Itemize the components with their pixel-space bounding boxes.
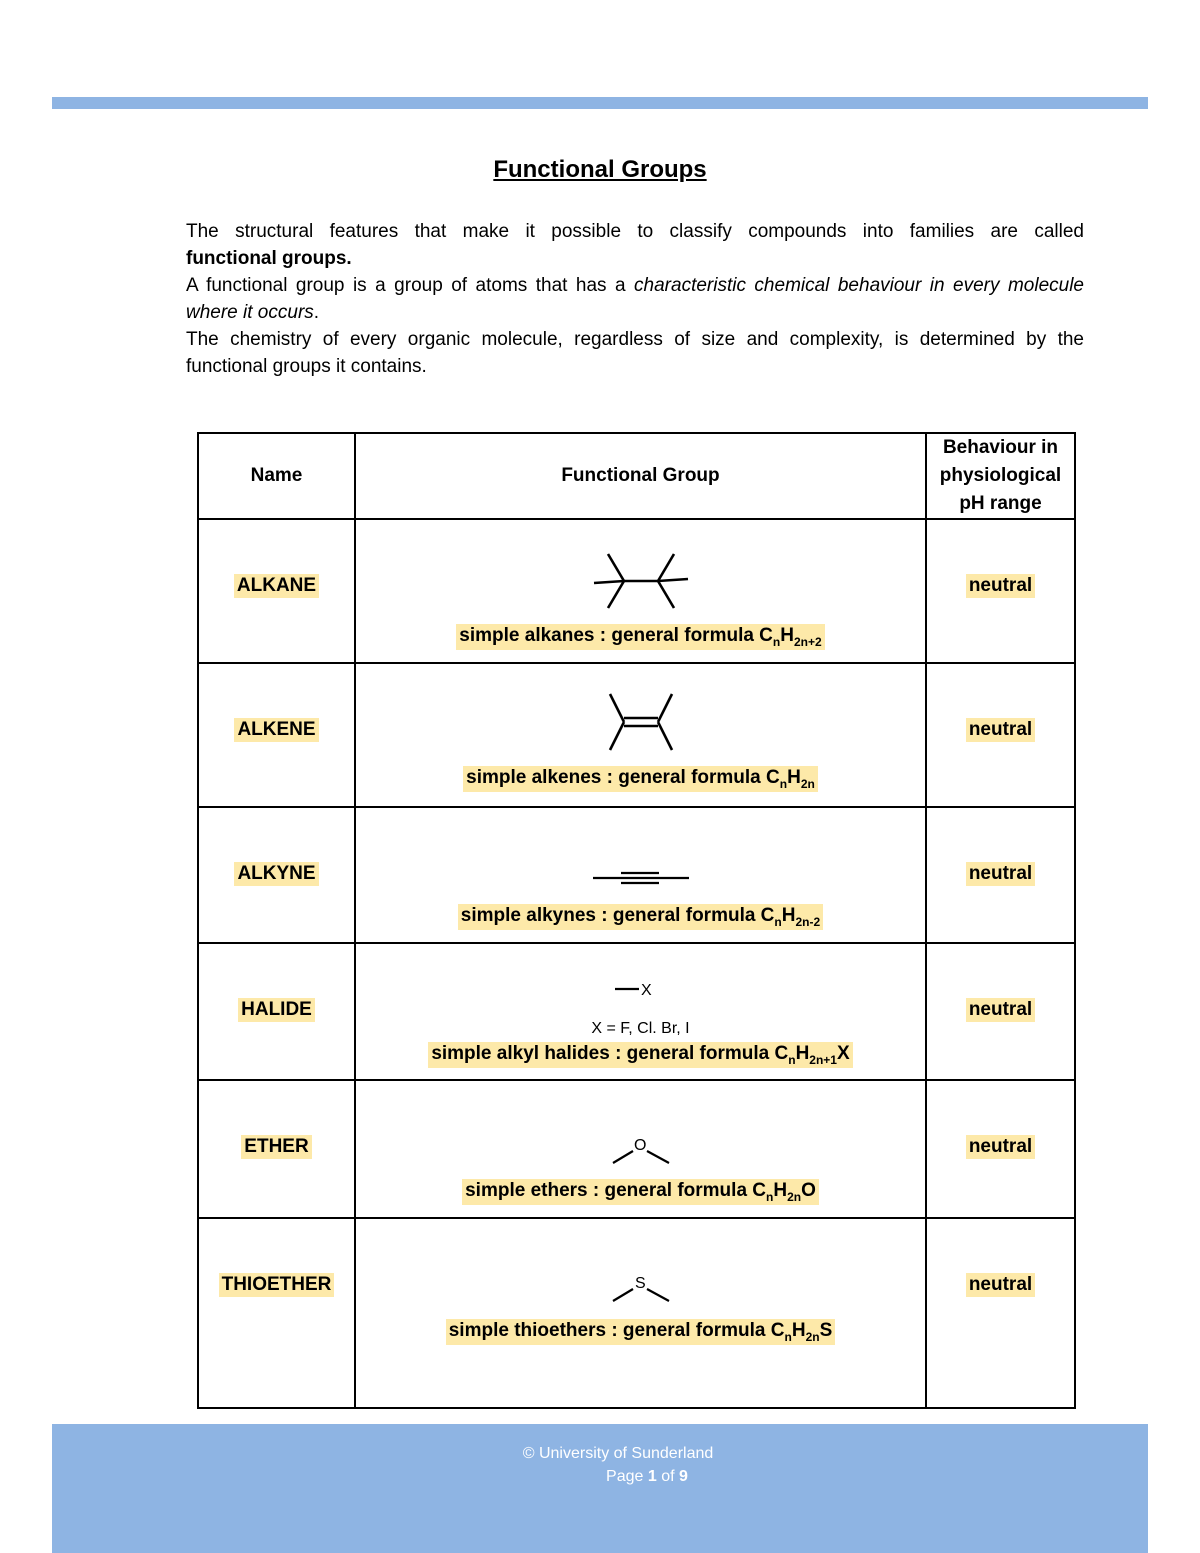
name-cell (198, 1080, 355, 1218)
header-name: Name (198, 433, 355, 519)
group-name: ALKENE (234, 718, 318, 742)
intro-p2-c: . (313, 302, 320, 323)
name-cell (198, 943, 355, 1080)
behaviour-value: neutral (966, 998, 1035, 1022)
name-cell (198, 519, 355, 663)
group-name: HALIDE (238, 998, 315, 1022)
oxygen-label: O (633, 1137, 646, 1154)
table-row (198, 943, 1075, 1080)
name-cell (198, 663, 355, 807)
intro-p2 (186, 272, 1084, 326)
behaviour-cell (926, 1080, 1075, 1218)
halide-structure (611, 978, 671, 1002)
sulfur-label: S (634, 1275, 646, 1292)
behaviour-cell (926, 519, 1075, 663)
intro-p2-italic: characteristic chemical behaviour in every molecule where it occurs (186, 275, 1085, 323)
behaviour-value: neutral (966, 574, 1035, 598)
structure-cell (355, 807, 926, 943)
group-name: ALKANE (234, 574, 319, 598)
general-formula: simple alkenes : general formula $C_nH_{2n}$ (463, 766, 818, 792)
page-total: 9 (679, 1468, 688, 1485)
alkene-structure (596, 690, 686, 754)
structure-cell (355, 1080, 926, 1218)
behaviour-cell (926, 1218, 1075, 1408)
intro-text (186, 218, 1084, 380)
table-row (198, 519, 1075, 663)
table-row (198, 807, 1075, 943)
behaviour-value: neutral (966, 862, 1035, 886)
behaviour-value: neutral (966, 718, 1035, 742)
behaviour-cell (926, 663, 1075, 807)
structure-cell (355, 663, 926, 807)
general-formula: simple alkanes : general formula $C_nH_{2n+2}$ (456, 624, 824, 650)
of-word: of (661, 1468, 675, 1485)
name-cell (198, 807, 355, 943)
group-name: ALKYNE (234, 862, 318, 886)
halogen-note: X = F, Cl. Br, I (591, 1020, 690, 1037)
page-word: Page (606, 1468, 644, 1485)
behaviour-value: neutral (966, 1273, 1035, 1297)
header-functional-group: Functional Group (355, 433, 926, 519)
intro-p1a: The structural features that make it possible to classify compounds into families are called (186, 221, 1084, 242)
header-bar (52, 97, 1148, 109)
footer-copyright: © University of Sunderland (522, 1445, 714, 1462)
behaviour-cell (926, 943, 1075, 1080)
table-row (198, 1218, 1075, 1408)
alkane-structure (586, 546, 696, 616)
intro-p1b (186, 245, 1084, 272)
general-formula: simple ethers : general formula $C_nH_{2n}O$ (462, 1179, 819, 1205)
general-formula: simple thioethers : general formula $C_nH_{2n}S$ (446, 1319, 836, 1345)
functional-groups-table (197, 432, 1076, 1409)
table-row (198, 663, 1075, 807)
ether-structure (609, 1135, 673, 1167)
thioether-structure (609, 1273, 673, 1305)
table-row (198, 1080, 1075, 1218)
general-formula: simple alkyl halides : general formula $C_nH_{2n+1}X$ (428, 1042, 852, 1068)
intro-p1b-bold: functional groups. (186, 248, 352, 269)
group-name: THIOETHER (219, 1273, 335, 1297)
behaviour-cell (926, 807, 1075, 943)
intro-p2-a: A functional group is a group of atoms that has a (186, 275, 635, 296)
general-formula: simple alkynes : general formula $C_nH_{2n-2}$ (458, 904, 823, 930)
structure-cell (355, 943, 926, 1080)
halogen-label: X (640, 982, 652, 999)
name-cell (198, 1218, 355, 1408)
structure-cell (355, 519, 926, 663)
behaviour-value: neutral (966, 1135, 1035, 1159)
alkyne-structure (591, 868, 691, 888)
page-current: 1 (647, 1468, 657, 1485)
page-title: Functional Groups (493, 156, 707, 183)
footer-page-number (52, 1468, 1200, 1486)
table-header-row (198, 433, 1075, 519)
structure-cell (355, 1218, 926, 1408)
header-behaviour: Behaviour in physiological pH range (926, 433, 1075, 519)
footer-bar (52, 1424, 1148, 1553)
group-name: ETHER (241, 1135, 311, 1159)
intro-p3: The chemistry of every organic molecule, regardless of size and complexity, is determined by the functional groups it contains. (186, 329, 1084, 377)
